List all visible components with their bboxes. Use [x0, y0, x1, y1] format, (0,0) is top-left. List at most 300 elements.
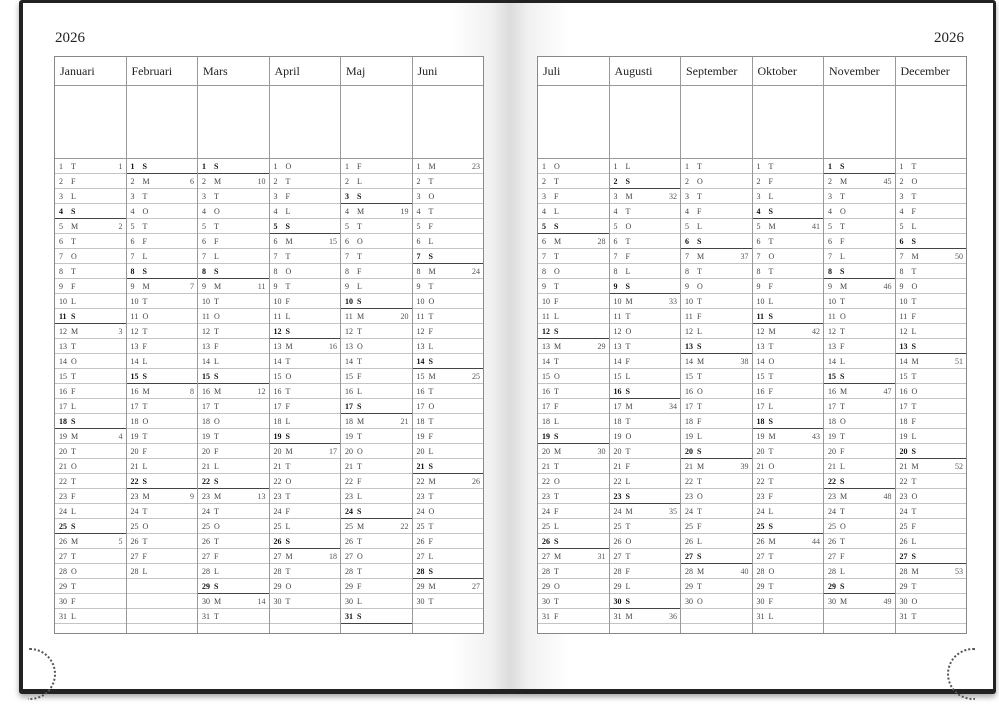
day-row[interactable]	[198, 489, 269, 504]
day-row[interactable]	[127, 534, 198, 549]
day-row[interactable]	[413, 594, 484, 609]
day-row[interactable]	[198, 234, 269, 249]
day-row[interactable]	[55, 369, 126, 384]
notes-area[interactable]	[753, 86, 824, 159]
day-row[interactable]	[538, 549, 609, 564]
day-row[interactable]	[413, 324, 484, 339]
day-row[interactable]	[270, 504, 341, 519]
day-row[interactable]	[55, 189, 126, 204]
day-row[interactable]	[896, 174, 967, 189]
day-row[interactable]	[681, 414, 752, 429]
day-row[interactable]	[198, 609, 269, 624]
day-row[interactable]	[538, 234, 609, 249]
day-row[interactable]	[610, 249, 681, 264]
day-row[interactable]	[341, 399, 412, 414]
day-row[interactable]	[127, 444, 198, 459]
day-row[interactable]	[824, 594, 895, 609]
notes-area[interactable]	[413, 86, 484, 159]
notes-area[interactable]	[270, 86, 341, 159]
day-row[interactable]	[610, 444, 681, 459]
day-row[interactable]	[413, 204, 484, 219]
day-row[interactable]	[824, 234, 895, 249]
day-row[interactable]	[753, 294, 824, 309]
day-row[interactable]	[610, 504, 681, 519]
day-row[interactable]	[681, 264, 752, 279]
day-row[interactable]	[753, 369, 824, 384]
day-row[interactable]	[341, 174, 412, 189]
day-row[interactable]	[55, 549, 126, 564]
day-row[interactable]	[55, 519, 126, 534]
day-row[interactable]	[127, 174, 198, 189]
day-row[interactable]	[127, 549, 198, 564]
day-row[interactable]	[610, 399, 681, 414]
day-row[interactable]	[538, 309, 609, 324]
day-row[interactable]	[538, 429, 609, 444]
day-row[interactable]	[538, 459, 609, 474]
day-row[interactable]	[753, 609, 824, 624]
day-row[interactable]	[538, 249, 609, 264]
day-row[interactable]	[270, 459, 341, 474]
notes-area[interactable]	[127, 86, 198, 159]
day-row[interactable]	[896, 249, 967, 264]
day-row[interactable]	[538, 399, 609, 414]
day-row[interactable]	[824, 429, 895, 444]
day-row[interactable]	[824, 174, 895, 189]
day-row[interactable]	[610, 474, 681, 489]
day-row[interactable]	[270, 264, 341, 279]
day-row[interactable]	[681, 339, 752, 354]
day-row[interactable]	[55, 339, 126, 354]
day-row[interactable]	[610, 294, 681, 309]
day-row[interactable]	[55, 564, 126, 579]
day-row[interactable]	[824, 579, 895, 594]
day-row[interactable]	[413, 219, 484, 234]
day-row[interactable]	[538, 579, 609, 594]
day-row[interactable]	[681, 219, 752, 234]
day-row[interactable]	[610, 429, 681, 444]
day-row[interactable]	[538, 504, 609, 519]
day-row[interactable]	[753, 354, 824, 369]
day-row[interactable]	[824, 459, 895, 474]
day-row[interactable]	[270, 234, 341, 249]
day-row[interactable]	[341, 234, 412, 249]
day-row[interactable]	[341, 189, 412, 204]
day-row[interactable]	[270, 429, 341, 444]
day-row[interactable]	[55, 354, 126, 369]
day-row[interactable]	[610, 534, 681, 549]
day-row[interactable]	[341, 564, 412, 579]
day-row[interactable]	[824, 159, 895, 174]
day-row[interactable]	[824, 294, 895, 309]
day-row[interactable]	[413, 279, 484, 294]
day-row[interactable]	[413, 339, 484, 354]
day-row[interactable]	[341, 504, 412, 519]
day-row[interactable]	[538, 594, 609, 609]
day-row[interactable]	[55, 459, 126, 474]
day-row[interactable]	[413, 489, 484, 504]
day-row[interactable]	[681, 279, 752, 294]
day-row[interactable]	[55, 264, 126, 279]
day-row[interactable]	[270, 339, 341, 354]
day-row[interactable]	[55, 489, 126, 504]
day-row[interactable]	[270, 294, 341, 309]
day-row[interactable]	[610, 264, 681, 279]
day-row[interactable]	[824, 414, 895, 429]
day-row[interactable]	[127, 234, 198, 249]
day-row[interactable]	[681, 309, 752, 324]
day-row[interactable]	[681, 519, 752, 534]
day-row[interactable]	[127, 459, 198, 474]
day-row[interactable]	[753, 579, 824, 594]
day-row[interactable]	[55, 279, 126, 294]
day-row[interactable]	[538, 294, 609, 309]
day-row[interactable]	[270, 519, 341, 534]
day-row[interactable]	[341, 219, 412, 234]
day-row[interactable]	[681, 579, 752, 594]
day-row[interactable]	[127, 369, 198, 384]
day-row[interactable]	[610, 234, 681, 249]
day-row[interactable]	[341, 594, 412, 609]
day-row[interactable]	[341, 519, 412, 534]
day-row[interactable]	[341, 249, 412, 264]
day-row[interactable]	[896, 519, 967, 534]
day-row[interactable]	[198, 204, 269, 219]
day-row[interactable]	[610, 354, 681, 369]
day-row[interactable]	[55, 309, 126, 324]
day-row[interactable]	[55, 384, 126, 399]
day-row[interactable]	[270, 579, 341, 594]
day-row[interactable]	[538, 264, 609, 279]
day-row[interactable]	[198, 279, 269, 294]
day-row[interactable]	[610, 459, 681, 474]
day-row[interactable]	[127, 519, 198, 534]
day-row[interactable]	[538, 204, 609, 219]
day-row[interactable]	[127, 339, 198, 354]
day-row[interactable]	[610, 609, 681, 624]
day-row[interactable]	[538, 189, 609, 204]
day-row[interactable]	[270, 219, 341, 234]
day-row[interactable]	[198, 294, 269, 309]
day-row[interactable]	[341, 534, 412, 549]
day-row[interactable]	[127, 504, 198, 519]
day-row[interactable]	[198, 159, 269, 174]
day-row[interactable]	[896, 564, 967, 579]
day-row[interactable]	[753, 279, 824, 294]
day-row[interactable]	[127, 474, 198, 489]
day-row[interactable]	[198, 549, 269, 564]
day-row[interactable]	[413, 519, 484, 534]
day-row[interactable]	[824, 534, 895, 549]
day-row[interactable]	[681, 489, 752, 504]
day-row[interactable]	[896, 189, 967, 204]
day-row[interactable]	[824, 204, 895, 219]
day-row[interactable]	[681, 399, 752, 414]
day-row[interactable]	[127, 429, 198, 444]
day-row[interactable]	[753, 174, 824, 189]
day-row[interactable]	[413, 399, 484, 414]
notes-area[interactable]	[896, 86, 967, 159]
day-row[interactable]	[610, 579, 681, 594]
day-row[interactable]	[198, 384, 269, 399]
day-row[interactable]	[896, 324, 967, 339]
day-row[interactable]	[270, 489, 341, 504]
day-row[interactable]	[270, 249, 341, 264]
day-row[interactable]	[198, 339, 269, 354]
day-row[interactable]	[341, 609, 412, 624]
day-row[interactable]	[610, 279, 681, 294]
day-row[interactable]	[270, 564, 341, 579]
day-row[interactable]	[824, 504, 895, 519]
day-row[interactable]	[270, 369, 341, 384]
day-row[interactable]	[413, 579, 484, 594]
day-row[interactable]	[610, 384, 681, 399]
day-row[interactable]	[753, 339, 824, 354]
day-row[interactable]	[538, 519, 609, 534]
day-row[interactable]	[681, 174, 752, 189]
day-row[interactable]	[610, 594, 681, 609]
day-row[interactable]	[538, 219, 609, 234]
day-row[interactable]	[753, 594, 824, 609]
day-row[interactable]	[824, 189, 895, 204]
day-row[interactable]	[753, 444, 824, 459]
day-row[interactable]	[538, 474, 609, 489]
day-row[interactable]	[896, 234, 967, 249]
day-row[interactable]	[55, 474, 126, 489]
day-row[interactable]	[270, 354, 341, 369]
day-row[interactable]	[341, 324, 412, 339]
day-row[interactable]	[753, 414, 824, 429]
day-row[interactable]	[610, 174, 681, 189]
day-row[interactable]	[341, 549, 412, 564]
day-row[interactable]	[413, 444, 484, 459]
day-row[interactable]	[753, 519, 824, 534]
day-row[interactable]	[681, 474, 752, 489]
day-row[interactable]	[127, 564, 198, 579]
day-row[interactable]	[610, 369, 681, 384]
day-row[interactable]	[753, 459, 824, 474]
day-row[interactable]	[824, 489, 895, 504]
day-row[interactable]	[198, 264, 269, 279]
day-row[interactable]	[753, 564, 824, 579]
day-row[interactable]	[681, 189, 752, 204]
day-row[interactable]	[341, 294, 412, 309]
day-row[interactable]	[681, 294, 752, 309]
day-row[interactable]	[127, 489, 198, 504]
notes-area[interactable]	[341, 86, 412, 159]
day-row[interactable]	[538, 564, 609, 579]
day-row[interactable]	[896, 309, 967, 324]
day-row[interactable]	[198, 534, 269, 549]
day-row[interactable]	[270, 399, 341, 414]
day-row[interactable]	[413, 249, 484, 264]
day-row[interactable]	[753, 309, 824, 324]
day-row[interactable]	[896, 339, 967, 354]
day-row[interactable]	[753, 489, 824, 504]
day-row[interactable]	[270, 444, 341, 459]
day-row[interactable]	[341, 369, 412, 384]
day-row[interactable]	[413, 189, 484, 204]
day-row[interactable]	[681, 354, 752, 369]
day-row[interactable]	[681, 204, 752, 219]
day-row[interactable]	[413, 354, 484, 369]
day-row[interactable]	[198, 309, 269, 324]
day-row[interactable]	[413, 564, 484, 579]
day-row[interactable]	[896, 594, 967, 609]
day-row[interactable]	[896, 549, 967, 564]
day-row[interactable]	[681, 429, 752, 444]
day-row[interactable]	[270, 534, 341, 549]
day-row[interactable]	[753, 234, 824, 249]
day-row[interactable]	[413, 414, 484, 429]
day-row[interactable]	[198, 564, 269, 579]
day-row[interactable]	[753, 219, 824, 234]
day-row[interactable]	[413, 309, 484, 324]
day-row[interactable]	[824, 249, 895, 264]
notes-area[interactable]	[610, 86, 681, 159]
day-row[interactable]	[341, 309, 412, 324]
day-row[interactable]	[896, 489, 967, 504]
day-row[interactable]	[341, 264, 412, 279]
day-row[interactable]	[538, 384, 609, 399]
day-row[interactable]	[681, 564, 752, 579]
day-row[interactable]	[127, 324, 198, 339]
day-row[interactable]	[127, 384, 198, 399]
day-row[interactable]	[753, 549, 824, 564]
day-row[interactable]	[896, 504, 967, 519]
day-row[interactable]	[538, 279, 609, 294]
day-row[interactable]	[681, 369, 752, 384]
day-row[interactable]	[824, 399, 895, 414]
day-row[interactable]	[896, 414, 967, 429]
day-row[interactable]	[896, 354, 967, 369]
day-row[interactable]	[824, 219, 895, 234]
day-row[interactable]	[610, 204, 681, 219]
day-row[interactable]	[127, 264, 198, 279]
day-row[interactable]	[896, 609, 967, 624]
notes-area[interactable]	[681, 86, 752, 159]
day-row[interactable]	[681, 324, 752, 339]
day-row[interactable]	[198, 474, 269, 489]
day-row[interactable]	[610, 519, 681, 534]
day-row[interactable]	[681, 534, 752, 549]
day-row[interactable]	[341, 474, 412, 489]
day-row[interactable]	[270, 549, 341, 564]
day-row[interactable]	[824, 264, 895, 279]
day-row[interactable]	[198, 414, 269, 429]
day-row[interactable]	[270, 309, 341, 324]
day-row[interactable]	[341, 339, 412, 354]
day-row[interactable]	[55, 219, 126, 234]
day-row[interactable]	[55, 234, 126, 249]
notes-area[interactable]	[198, 86, 269, 159]
day-row[interactable]	[55, 399, 126, 414]
day-row[interactable]	[55, 324, 126, 339]
day-row[interactable]	[413, 369, 484, 384]
day-row[interactable]	[538, 159, 609, 174]
day-row[interactable]	[413, 384, 484, 399]
day-row[interactable]	[824, 474, 895, 489]
day-row[interactable]	[824, 339, 895, 354]
notes-area[interactable]	[824, 86, 895, 159]
day-row[interactable]	[198, 369, 269, 384]
day-row[interactable]	[198, 519, 269, 534]
day-row[interactable]	[341, 429, 412, 444]
day-row[interactable]	[610, 189, 681, 204]
day-row[interactable]	[824, 324, 895, 339]
day-row[interactable]	[610, 414, 681, 429]
day-row[interactable]	[824, 564, 895, 579]
day-row[interactable]	[538, 414, 609, 429]
day-row[interactable]	[896, 159, 967, 174]
day-row[interactable]	[753, 249, 824, 264]
day-row[interactable]	[198, 504, 269, 519]
day-row[interactable]	[341, 204, 412, 219]
day-row[interactable]	[127, 204, 198, 219]
day-row[interactable]	[127, 309, 198, 324]
day-row[interactable]	[896, 474, 967, 489]
day-row[interactable]	[538, 324, 609, 339]
day-row[interactable]	[55, 414, 126, 429]
day-row[interactable]	[413, 159, 484, 174]
day-row[interactable]	[753, 399, 824, 414]
day-row[interactable]	[341, 489, 412, 504]
day-row[interactable]	[127, 354, 198, 369]
day-row[interactable]	[413, 429, 484, 444]
day-row[interactable]	[413, 294, 484, 309]
day-row[interactable]	[341, 279, 412, 294]
day-row[interactable]	[681, 234, 752, 249]
day-row[interactable]	[824, 384, 895, 399]
day-row[interactable]	[413, 549, 484, 564]
day-row[interactable]	[413, 174, 484, 189]
day-row[interactable]	[341, 444, 412, 459]
day-row[interactable]	[270, 474, 341, 489]
day-row[interactable]	[753, 384, 824, 399]
day-row[interactable]	[270, 594, 341, 609]
day-row[interactable]	[681, 594, 752, 609]
day-row[interactable]	[55, 504, 126, 519]
day-row[interactable]	[198, 354, 269, 369]
day-row[interactable]	[198, 444, 269, 459]
day-row[interactable]	[896, 264, 967, 279]
day-row[interactable]	[610, 564, 681, 579]
day-row[interactable]	[198, 219, 269, 234]
day-row[interactable]	[538, 534, 609, 549]
day-row[interactable]	[127, 294, 198, 309]
day-row[interactable]	[55, 594, 126, 609]
day-row[interactable]	[681, 384, 752, 399]
day-row[interactable]	[681, 459, 752, 474]
day-row[interactable]	[55, 429, 126, 444]
day-row[interactable]	[896, 369, 967, 384]
day-row[interactable]	[753, 159, 824, 174]
notes-area[interactable]	[538, 86, 609, 159]
day-row[interactable]	[55, 579, 126, 594]
day-row[interactable]	[753, 264, 824, 279]
day-row[interactable]	[198, 429, 269, 444]
day-row[interactable]	[824, 279, 895, 294]
day-row[interactable]	[413, 459, 484, 474]
day-row[interactable]	[753, 204, 824, 219]
day-row[interactable]	[270, 384, 341, 399]
day-row[interactable]	[824, 309, 895, 324]
day-row[interactable]	[681, 249, 752, 264]
day-row[interactable]	[896, 384, 967, 399]
day-row[interactable]	[341, 579, 412, 594]
day-row[interactable]	[270, 204, 341, 219]
day-row[interactable]	[127, 189, 198, 204]
day-row[interactable]	[681, 159, 752, 174]
